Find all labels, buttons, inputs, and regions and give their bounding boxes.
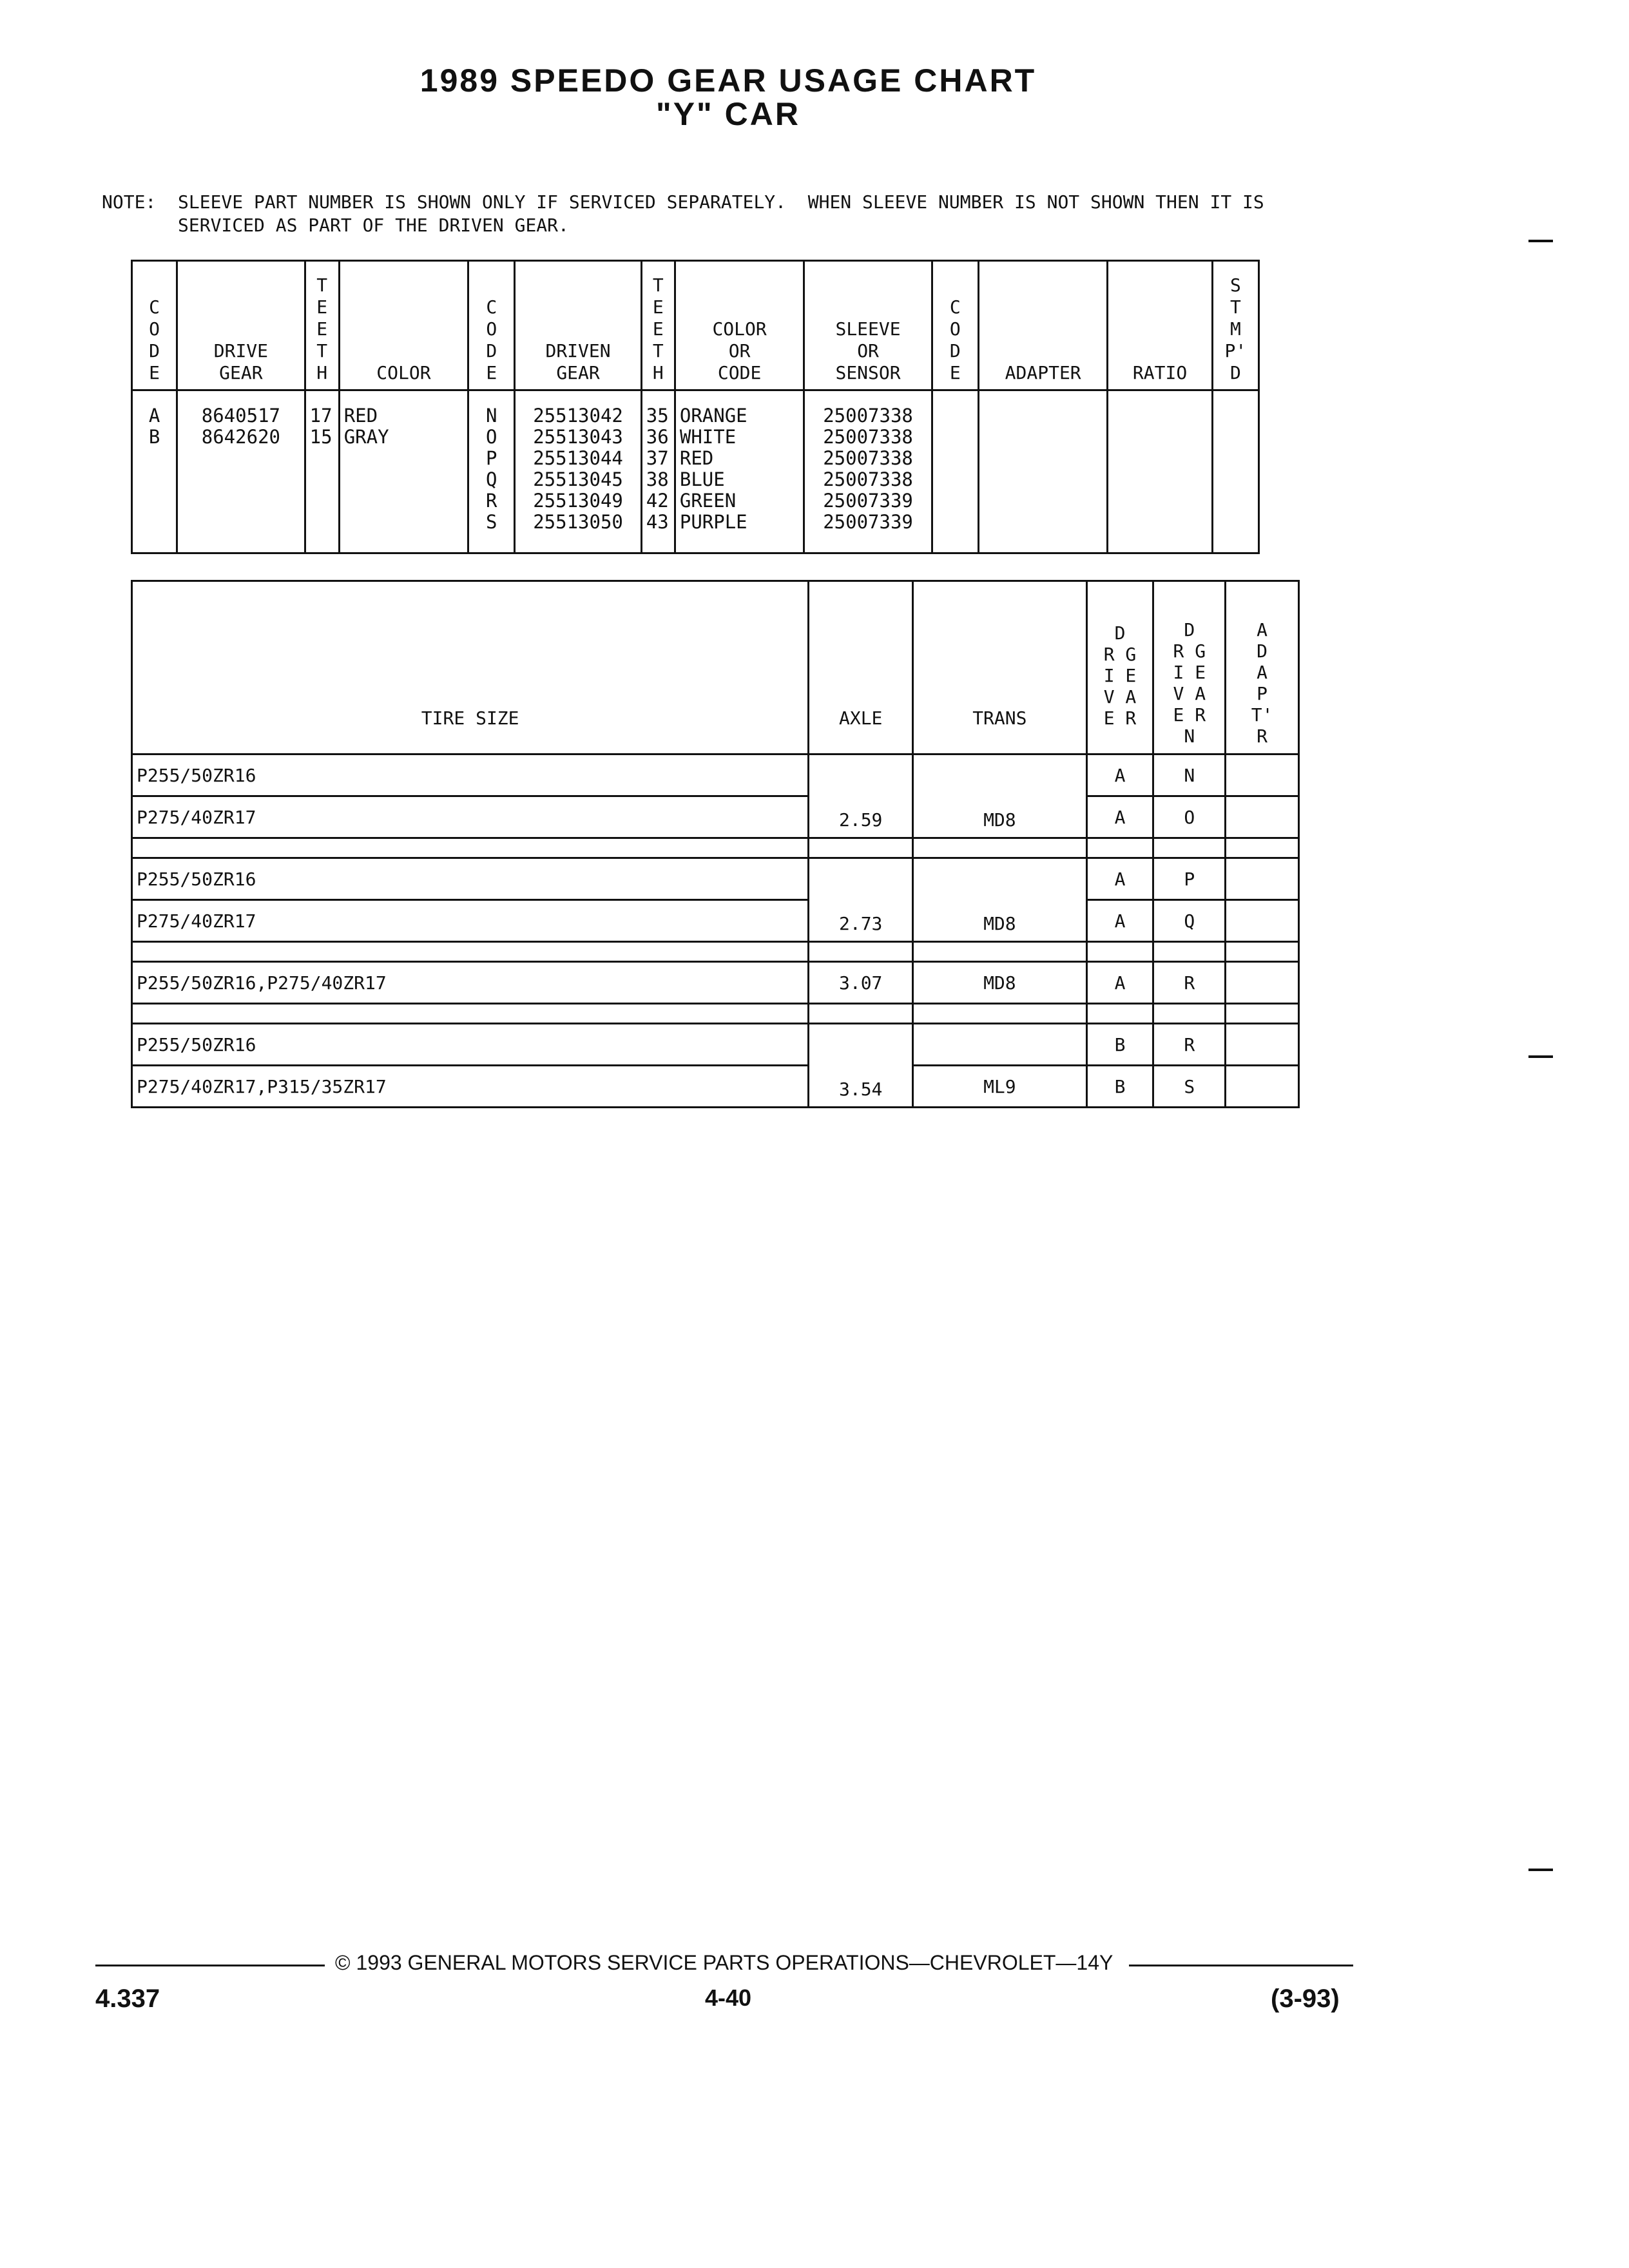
header-sleeve-or-sensor: SLEEVE OR SENSOR: [804, 261, 932, 390]
adapter-cell: [1226, 900, 1299, 942]
driven-gear-code: Q: [1153, 900, 1226, 942]
copyright-text: © 1993 GENERAL MOTORS SERVICE PARTS OPERATIONS—CHEVROLET—14Y: [335, 1951, 1113, 1974]
sleeve-note: NOTE: SLEEVE PART NUMBER IS SHOWN ONLY IF SERVICED SEPARATELY. WHEN SLEEVE NUMBER IS NOT SHOWN THEN IT IS SERVICED AS PART OF THE DRIVEN GEAR.: [102, 191, 1264, 236]
trans-cell: [913, 1024, 1087, 1066]
header-code: C O D E: [132, 261, 177, 390]
trans-cell: MD8: [913, 858, 1087, 942]
header-teeth: T E E T H: [305, 261, 339, 390]
tire-size-cell: P275/40ZR17: [132, 900, 809, 942]
sleeve-numbers: 25007338 25007338 25007338 25007338 25007339 25007339: [804, 390, 932, 553]
tire-size-cell: P275/40ZR17: [132, 796, 809, 838]
adapter-cell: [1226, 1024, 1299, 1066]
driven-gear-code: S: [1153, 1066, 1226, 1108]
driven-colors: ORANGE WHITE RED BLUE GREEN PURPLE: [675, 390, 804, 553]
driven-gear-code: O: [1153, 796, 1226, 838]
driven-gear-code: R: [1153, 1024, 1226, 1066]
empty-cell: [978, 390, 1107, 553]
adapter-cell: [1226, 962, 1299, 1004]
page-number-right: (3-93): [1271, 1984, 1340, 2013]
header-driven-gear: D R G I E V A E R N: [1153, 581, 1226, 754]
empty-cell: [1212, 390, 1258, 553]
axle-cell: 3.54: [809, 1024, 913, 1108]
page-number-center: 4-40: [705, 1984, 752, 2011]
empty-cell: [1108, 390, 1212, 553]
margin-mark: [1528, 240, 1553, 242]
tire-size-cell: P275/40ZR17,P315/35ZR17: [132, 1066, 809, 1108]
axle-cell: 2.73: [809, 858, 913, 942]
page-title: 1989 SPEEDO GEAR USAGE CHART: [419, 62, 1037, 99]
tire-size-cell: P255/50ZR16: [132, 1024, 809, 1066]
trans-cell: MD8: [913, 754, 1087, 838]
adapter-cell: [1226, 1066, 1299, 1108]
page-subtitle: "Y" CAR: [656, 96, 800, 132]
drive-gear-code: B: [1086, 1024, 1153, 1066]
header-drive-gear: DRIVE GEAR: [177, 261, 305, 390]
gear-table: [131, 260, 1260, 554]
header-tire-size: TIRE SIZE: [132, 581, 809, 754]
drive-gear-code: A: [1086, 858, 1153, 900]
header-axle: AXLE: [809, 581, 913, 754]
trans-cell: MD8: [913, 962, 1087, 1004]
drive-gear-numbers: 8640517 8642620: [177, 390, 305, 553]
driven-gear-code: P: [1153, 858, 1226, 900]
margin-mark: [1528, 1869, 1553, 1871]
drive-colors: RED GRAY: [339, 390, 468, 553]
drive-gear-code: A: [1086, 900, 1153, 942]
header-trans: TRANS: [913, 581, 1087, 754]
tire-size-cell: P255/50ZR16: [132, 754, 809, 796]
tire-size-cell: P255/50ZR16: [132, 858, 809, 900]
header-drive-gear: D R G I E V A E R: [1086, 581, 1153, 754]
page-number-left: 4.337: [95, 1984, 160, 2013]
adapter-cell: [1226, 858, 1299, 900]
tire-size-cell: P255/50ZR16,P275/40ZR17: [132, 962, 809, 1004]
driven-gear-numbers: 25513042 25513043 25513044 25513045 25513049 25513050: [515, 390, 641, 553]
drive-codes: A B: [132, 390, 177, 553]
header-code: C O D E: [468, 261, 515, 390]
drive-gear-code: A: [1086, 962, 1153, 1004]
driven-teeth: 35 36 37 38 42 43: [641, 390, 675, 553]
adapter-cell: [1226, 796, 1299, 838]
drive-gear-code: B: [1086, 1066, 1153, 1108]
driven-gear-code: N: [1153, 754, 1226, 796]
trans-cell: ML9: [913, 1066, 1087, 1108]
adapter-cell: [1226, 754, 1299, 796]
header-teeth: T E E T H: [641, 261, 675, 390]
header-color: COLOR: [339, 261, 468, 390]
margin-mark: [1528, 1055, 1553, 1058]
driven-gear-code: R: [1153, 962, 1226, 1004]
header-stmpd: S T M P' D: [1212, 261, 1258, 390]
header-ratio: RATIO: [1108, 261, 1212, 390]
header-adapter: ADAPTER: [978, 261, 1107, 390]
drive-teeth: 17 15: [305, 390, 339, 553]
empty-cell: [932, 390, 978, 553]
drive-gear-code: A: [1086, 796, 1153, 838]
footer-rule-right: [1129, 1965, 1353, 1966]
footer-rule-left: [95, 1965, 325, 1966]
axle-cell: 2.59: [809, 754, 913, 838]
header-adapter: A D A P T' R: [1226, 581, 1299, 754]
header-color-or-code: COLOR OR CODE: [675, 261, 804, 390]
tire-size-table: [131, 580, 1300, 1108]
axle-cell: 3.07: [809, 962, 913, 1004]
header-driven-gear: DRIVEN GEAR: [515, 261, 641, 390]
driven-codes: N O P Q R S: [468, 390, 515, 553]
drive-gear-code: A: [1086, 754, 1153, 796]
header-code: C O D E: [932, 261, 978, 390]
